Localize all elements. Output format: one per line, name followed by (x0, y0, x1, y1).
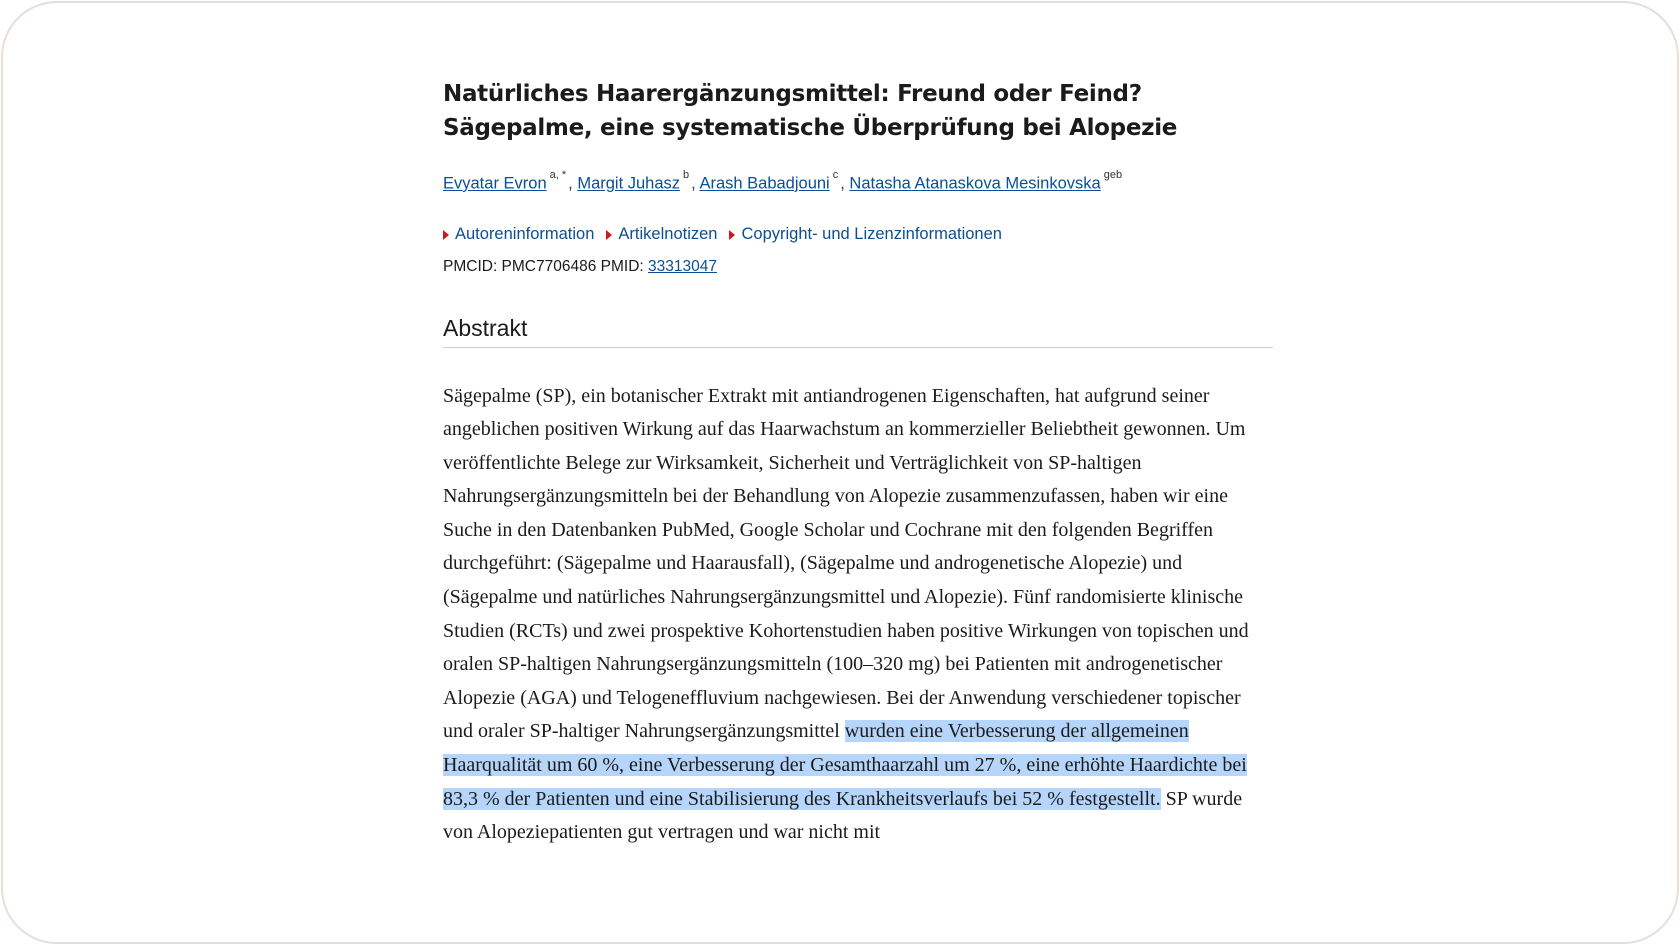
author-link[interactable]: Arash Babadjouni (699, 174, 830, 193)
author-separator: , (691, 174, 696, 193)
abstract-heading: Abstrakt (443, 313, 1273, 348)
copyright-info-toggle[interactable] (729, 222, 1001, 246)
author-affiliation: a, * (549, 169, 567, 181)
window-frame (1, 1, 1679, 944)
abstract-text-start: Sägepalme (SP), ein botanischer Extrakt mit antiandrogenen Eigenschaften, hat aufgrund seiner angeblichen positiven Wirkung auf das Haarwachstum an kommerzieller Beliebtheit gewonnen. Um veröffentlichte Belege zur Wirksamkeit, Sicherheit und Verträglichkeit von SP-haltigen Nahrungsergänzungsmitteln bei der Behandlung von Alopezie zusammenzufassen, haben wir eine Suche in den Datenbanken PubMed, Google Scholar und Cochrane mit den folgenden Begriffen durchgeführt: (Sägepalme und Haarausfall), (Sägepalme und androgenetische Alopezie) und (Sägepalme und natürliches Nahrungsergänzungsmittel und Alopezie). Fünf randomisierte klinische Studien (RCTs) und zwei prospektive Kohortenstudien haben positive Wirkungen von topischen und oralen SP-haltigen Nahrungsergänzungsmitteln (100–320 mg) bei Patienten mit androgenetischer Alopezie (AGA) und Telogeneffluvium nachgewiesen. Bei der Anwendung verschiedener topischer und oraler SP-haltiger Nahrungsergänzungsmittel (443, 384, 1249, 743)
viewport-bottom-edge (3, 892, 1677, 942)
article-notes-label: Artikelnotizen (618, 224, 718, 243)
author-info-toggle[interactable] (443, 222, 594, 246)
author-affiliation: b (683, 169, 690, 181)
author-link[interactable]: Evyatar Evron (443, 174, 547, 193)
author-info-label: Autoreninformation (455, 224, 595, 243)
article (443, 77, 1273, 870)
author-link[interactable]: Margit Juhasz (577, 174, 681, 193)
author-separator: , (840, 174, 845, 193)
author-affiliation: c (832, 169, 839, 181)
expand-triangle-icon (443, 230, 449, 240)
article-info-links (443, 222, 1273, 246)
expand-triangle-icon (606, 230, 612, 240)
pmcid-text: PMCID: PMC7706486 PMID: (443, 257, 649, 275)
author-link[interactable]: Natasha Atanaskova Mesinkovska (849, 174, 1101, 193)
author-affiliation: geb (1103, 169, 1123, 181)
author-separator: , (568, 174, 573, 193)
pmid-link[interactable]: 33313047 (648, 257, 717, 275)
author-list (443, 167, 1273, 196)
abstract-text (443, 380, 1273, 850)
expand-triangle-icon (729, 230, 735, 240)
article-notes-toggle[interactable] (606, 222, 717, 246)
copyright-info-label: Copyright- und Lizenzinformationen (741, 224, 1002, 243)
article-title: Natürliches Haarergänzungsmittel: Freund oder Feind? Sägepalme, eine systematische Überprüfung bei Alopezie (443, 81, 1178, 141)
abstract-text-end: SP wurde von Alopeziepatienten gut vertragen und war nicht mit (443, 787, 1243, 844)
article-identifiers (443, 255, 1273, 279)
selected-text-highlight: wurden eine Verbesserung der allgemeinen Haarqualität um 60 %, eine Verbesserung der Gesamthaarzahl um 27 %, eine erhöhte Haardichte bei 83,3 % der Patienten und eine Stabilisierung des Krankheitsverlaufs bei 52 % festgestellt. (443, 720, 1247, 810)
